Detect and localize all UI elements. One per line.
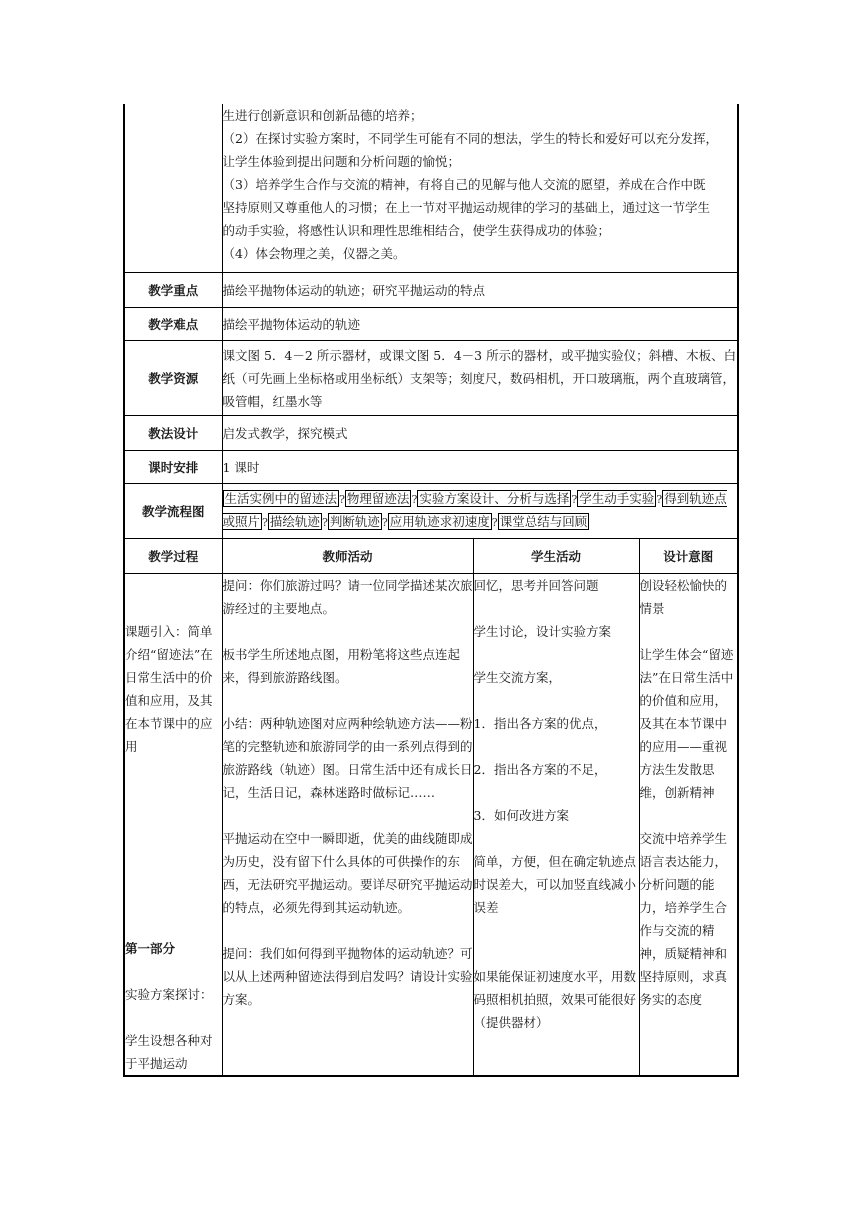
teacher-activity-header: 教师活动: [222, 539, 473, 574]
student-activity-text: 2．指出各方案的不足，: [473, 762, 607, 777]
teacher-activity-text: 小结：两种轨迹图对应两种绘轨迹方法——粉笔的完整轨迹和旅游同学的由一系列点得到的旅游路线（轨迹）图。日常生活中还有成长日记，生活日记，森林迷路时做标记……: [222, 716, 473, 800]
student-activity-text: 1．指出各方案的优点，: [473, 716, 607, 731]
difficulties-value: 描绘平抛物体运动的轨迹: [222, 308, 738, 341]
flow-step: 判断轨迹: [329, 514, 380, 529]
flow-row: [124, 484, 738, 539]
objectives-line: （4）体会物理之美，仪器之美。: [222, 246, 406, 261]
objectives-line: 坚持原则又尊重他人的习惯；在上一节对平抛运动规律的学习的基础上，通过这一节学生: [222, 200, 711, 215]
objectives-line: 生进行创新意识和创新品德的培养；: [222, 108, 423, 123]
process-stage-cell: [124, 574, 222, 1077]
method-label: 教法设计: [124, 416, 222, 451]
objectives-label-cell: [124, 104, 222, 273]
method-value: 启发式教学，探究模式: [222, 416, 738, 451]
flow-step: 课堂总结与回顾: [499, 514, 588, 529]
part1-title: 第一部分: [125, 941, 176, 956]
flow-label: 教学流程图: [124, 484, 222, 539]
objectives-line: （3）培养学生合作与交流的精神，有将自己的见解与他人交流的愿望，养成在合作中既: [222, 177, 706, 192]
flow-step: 实验方案设计、分析与选择: [419, 491, 570, 506]
student-activity-text: 学生交流方案，: [473, 670, 562, 685]
flow-step: 应用轨迹求初速度: [389, 514, 490, 529]
schedule-row: [124, 451, 738, 484]
flow-step: 得到轨迹点或照片: [222, 491, 727, 529]
lesson-plan-table: [123, 104, 739, 1077]
flow-arrow-icon: ?: [321, 516, 328, 529]
objectives-line: 让学生体验到提出问题和分析问题的愉悦；: [222, 154, 461, 169]
process-header-row: [124, 539, 738, 574]
flow-chart: [222, 484, 738, 539]
schedule-value: 1 课时: [222, 451, 738, 484]
difficulties-row: [124, 308, 738, 341]
student-activity-text: 3．如何改进方案: [473, 808, 569, 823]
student-activity-header: 学生活动: [473, 539, 639, 574]
key-points-label: 教学重点: [124, 273, 222, 308]
resources-label: 教学资源: [124, 341, 222, 416]
schedule-label: 课时安排: [124, 451, 222, 484]
objectives-row: [124, 104, 738, 273]
student-activity-text: 学生讨论，设计实验方案: [473, 624, 612, 639]
flow-arrow-icon: ?: [411, 493, 418, 506]
teacher-activity-text: 提问：我们如何得到平抛物体的运动轨迹？可以从上述两种留迹法得到启发吗？请设计实验方案。: [222, 946, 473, 1007]
flow-arrow-icon: ?: [571, 493, 578, 506]
flow-step: 物理留迹法: [346, 491, 410, 506]
part1-subtitle: 实验方案探讨：: [125, 987, 213, 1002]
part1-description: 学生设想各种对于平抛运动: [125, 1033, 213, 1071]
teacher-activity-text: 提问：你们旅游过吗？请一位同学描述某次旅游经过的主要地点。: [222, 578, 473, 616]
flow-arrow-icon: ?: [262, 516, 268, 529]
objectives-text: [222, 104, 738, 273]
flow-step: 学生动手实验: [579, 491, 655, 506]
student-activity-text: 如果能保证初速度水平，用数码照相机拍照，效果可能很好（提供器材）: [473, 969, 637, 1030]
student-activity-text: 简单，方便，但在确定轨迹点时误差大，可以加竖直线减小误差: [473, 854, 637, 915]
design-intent-text: 交流中培养学生语言表达能力，分析问题的能力，培养学生合作与交流的精神，质疑精神和坚持原则，求真务实的态度: [639, 831, 728, 1007]
design-intent-text: 创设轻松愉快的情景: [639, 578, 728, 616]
teacher-activity-text: 板书学生所述地点图，用粉笔将这些点连起来，得到旅游路线图。: [222, 647, 461, 685]
process-label: 教学过程: [124, 539, 222, 574]
difficulties-label: 教学难点: [124, 308, 222, 341]
student-activity-cell: [473, 574, 639, 1077]
design-intent-text: 让学生体会“留迹法”在日常生活中的价值和应用，及其在本节课中的应用——重视方法生发散思维，创新精神: [639, 647, 734, 800]
flow-step: 描绘轨迹: [269, 514, 320, 529]
process-row: [124, 574, 738, 1077]
flow-arrow-icon: ?: [491, 516, 498, 529]
flow-arrow-icon: ?: [381, 516, 388, 529]
design-intent-header: 设计意图: [639, 539, 738, 574]
flow-arrow-icon: ?: [339, 493, 345, 506]
method-row: [124, 416, 738, 451]
objectives-line: （2）在探讨实验方案时，不同学生可能有不同的想法，学生的特长和爱好可以充分发挥，: [222, 131, 718, 146]
key-points-row: [124, 273, 738, 308]
key-points-value: 描绘平抛物体运动的轨迹；研究平抛运动的特点: [222, 273, 738, 308]
student-activity-text: 回忆，思考并回答问题: [473, 578, 599, 593]
resources-row: [124, 341, 738, 416]
resources-value: 课文图 5．4－2 所示器材，或课文图 5．4－3 所示的器材，或平抛实验仪；斜槽、木板、白纸（可先画上坐标格或用坐标纸）支架等；刻度尺，数码相机，开口玻璃瓶，两个直玻璃管，吸管帽，红墨水等: [222, 341, 738, 416]
objectives-line: 的动手实验，将感性认识和理性思维相结合，使学生获得成功的体验；: [222, 223, 611, 238]
teacher-activity-text: 平抛运动在空中一瞬即逝，优美的曲线随即成为历史，没有留下什么具体的可供操作的东西，无法研究平抛运动。要详尽研究平抛运动的特点，必须先得到其运动轨迹。: [222, 831, 473, 915]
teacher-activity-cell: [222, 574, 473, 1077]
flow-arrow-icon: ?: [656, 493, 663, 506]
design-intent-cell: [639, 574, 738, 1077]
intro-stage: 课题引入：简单介绍“留迹法”在日常生活中的价值和应用，及其在本节课中的应用: [125, 624, 213, 754]
lesson-plan-page: [123, 104, 737, 1077]
flow-step: 生活实例中的留迹法: [224, 491, 338, 506]
